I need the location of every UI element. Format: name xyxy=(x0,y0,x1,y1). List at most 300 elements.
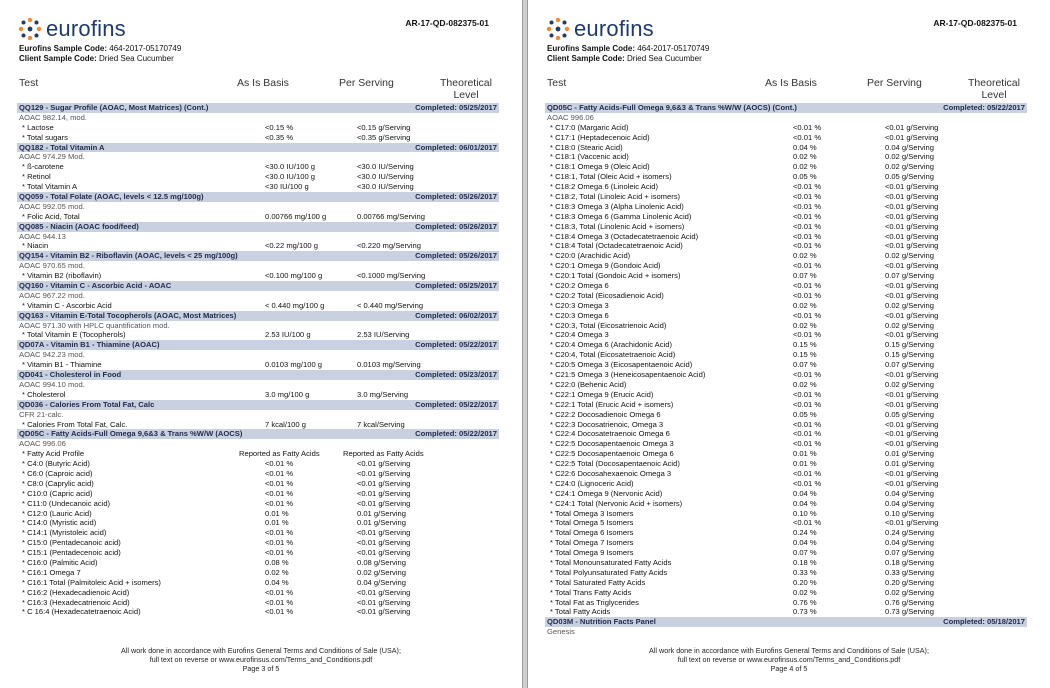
analyte-name: * C18:3 Omega 6 (Gamma Linolenic Acid) xyxy=(550,211,692,221)
result-row xyxy=(17,449,499,459)
analyte-name: * C22:1 Total (Erucic Acid + isomers) xyxy=(550,399,674,409)
per-serving-value: <0.01 g/Serving xyxy=(885,439,939,449)
analyte-name: * C18:4 Omega 3 (Octadecatetraenoic Acid) xyxy=(550,231,699,241)
per-serving-value: <0.01 g/Serving xyxy=(885,281,939,291)
section-header xyxy=(545,103,1027,113)
as-is-value: 0.02 % xyxy=(793,152,817,162)
analyte-name: * Total sugars xyxy=(22,132,68,142)
result-row xyxy=(545,370,1027,380)
section-title: QD05C - Fatty Acids-Full Omega 9,6&3 & Trans %W/W (AOCS) xyxy=(19,429,243,439)
analyte-name: * Vitamin B1 - Thiamine xyxy=(22,360,102,370)
result-row xyxy=(17,479,499,489)
analyte-name: * C20:3, Total (Eicosatrienoic Acid) xyxy=(550,320,667,330)
per-serving-value: 0.20 g/Serving xyxy=(885,577,934,587)
method-label: AOAC 971.30 with HPLC quantification mod. xyxy=(19,320,170,330)
analyte-name: * C20:4 Omega 6 (Arachidonic Acid) xyxy=(550,340,672,350)
per-serving-value: 0.18 g/Serving xyxy=(885,557,934,567)
as-is-value: <0.01 % xyxy=(793,478,822,488)
section-title: QD05C - Fatty Acids-Full Omega 9,6&3 & Trans %W/W (AOCS) (Cont.) xyxy=(547,103,797,112)
footer-url: full text on reverse or www.eurofinsus.com/Terms_and_Conditions.pdf xyxy=(677,655,901,664)
per-serving-value: 0.05 g/Serving xyxy=(885,172,934,182)
per-serving-value: 0.02 g/Serving xyxy=(885,152,934,162)
analyte-name: * Total Vitamin E (Tocopherols) xyxy=(22,330,126,340)
analyte-name: * Total Omega 9 Isomers xyxy=(550,548,634,558)
result-row xyxy=(545,192,1027,202)
header-test: Test xyxy=(547,77,567,89)
section-header xyxy=(545,617,1027,627)
client-code-label: Client Sample Code: xyxy=(19,54,97,63)
as-is-value: 0.15 % xyxy=(793,340,817,350)
as-is-value: <0.01 % xyxy=(793,192,822,202)
result-row xyxy=(545,182,1027,192)
as-is-value: <0.01 % xyxy=(793,399,822,409)
result-row xyxy=(545,420,1027,430)
per-serving-value: 0.04 g/Serving xyxy=(885,498,934,508)
as-is-value: <0.01 % xyxy=(793,419,822,429)
analyte-name: * C16:3 (Hexadecatrienoic Acid) xyxy=(22,597,130,607)
per-serving-value: <0.01 g/Serving xyxy=(357,548,411,558)
as-is-value: 0.24 % xyxy=(793,528,817,538)
analyte-name: * Calories From Total Fat, Calc. xyxy=(22,419,128,429)
analyte-name: * C22:0 (Behenic Acid) xyxy=(550,379,627,389)
result-row xyxy=(545,271,1027,281)
method-label: AOAC 996.06 xyxy=(19,439,66,449)
result-row xyxy=(545,459,1027,469)
analyte-name: * C16:2 (Hexadecadienoic Acid) xyxy=(22,587,130,597)
per-serving-value: 0.02 g/Serving xyxy=(885,300,934,310)
as-is-value: 0.02 % xyxy=(793,300,817,310)
analyte-name: * C4:0 (Butyric Acid) xyxy=(22,459,90,469)
per-serving-value: <0.01 g/Serving xyxy=(357,528,411,538)
header-theoretical-level xyxy=(959,77,1029,101)
result-row xyxy=(17,568,499,578)
as-is-value: 0.05 % xyxy=(793,409,817,419)
per-serving-value: 0.04 g/Serving xyxy=(885,488,934,498)
analyte-name: * C6:0 (Caproic acid) xyxy=(22,468,93,478)
result-row xyxy=(545,251,1027,261)
section-title: QD03M - Nutrition Facts Panel xyxy=(547,617,656,627)
section-title: QD041 - Cholesterol in Food xyxy=(19,370,122,380)
header-as-is-basis: As Is Basis xyxy=(237,77,289,89)
result-row xyxy=(17,133,499,143)
analyte-name: * C16:1 Total (Palmitoleic Acid + isomers) xyxy=(22,577,161,587)
section-header xyxy=(17,370,499,380)
per-serving-value: 0.07 g/Serving xyxy=(885,548,934,558)
section-header xyxy=(17,143,499,153)
result-row xyxy=(17,518,499,528)
as-is-value: 0.04 % xyxy=(793,538,817,548)
as-is-value: 0.08 % xyxy=(265,557,289,567)
as-is-value: <0.01 % xyxy=(793,261,822,271)
per-serving-value: 0.01 g/Serving xyxy=(885,449,934,459)
per-serving-value: <0.01 g/Serving xyxy=(357,459,411,469)
result-row xyxy=(545,340,1027,350)
per-serving-value: 3.0 mg/Serving xyxy=(357,389,409,399)
section-title: QD07A - Vitamin B1 - Thiamine (AOAC) xyxy=(19,340,160,350)
per-serving-value: 0.00766 mg/Serving xyxy=(357,211,425,221)
result-row xyxy=(545,321,1027,331)
per-serving-value: <0.01 g/Serving xyxy=(885,241,939,251)
analyte-name: * C22:3 Docosatrienoic, Omega 3 xyxy=(550,419,664,429)
analyte-name: * C22:5 Total (Docosapentaenoic Acid) xyxy=(550,459,680,469)
completed-date: Completed: 05/23/2017 xyxy=(415,370,497,380)
section-header xyxy=(17,103,499,113)
analyte-name: * Vitamin C - Ascorbic Acid xyxy=(22,300,112,310)
result-row xyxy=(545,390,1027,400)
result-row xyxy=(17,548,499,558)
header-level: Level xyxy=(453,89,479,101)
section-title: QQ085 - Niacin (AOAC food/feed) xyxy=(19,221,139,231)
analyte-name: * C20:4, Total (Eicosatetraenoic Acid) xyxy=(550,350,676,360)
analyte-name: * C18:4 Total (Octadecatetraenoic Acid) xyxy=(550,241,683,251)
eurofins-logo xyxy=(546,16,654,42)
analyte-name: * C17:1 (Heptadecenoic Acid) xyxy=(550,132,650,142)
result-row xyxy=(545,489,1027,499)
header-as-is-basis: As Is Basis xyxy=(765,77,817,89)
as-is-value: 3.0 mg/100 g xyxy=(265,389,310,399)
as-is-value: 0.02 % xyxy=(793,251,817,261)
header-level: Level xyxy=(981,89,1007,101)
eurofins-logo-icon xyxy=(18,17,42,41)
as-is-value: 0.02 % xyxy=(793,320,817,330)
per-serving-value: <0.01 g/Serving xyxy=(357,597,411,607)
per-serving-value: <0.01 g/Serving xyxy=(885,370,939,380)
per-serving-value: 0.07 g/Serving xyxy=(885,360,934,370)
section-header xyxy=(17,340,499,350)
section-header xyxy=(17,429,499,439)
per-serving-value: 2.53 IU/Serving xyxy=(357,330,410,340)
method-row xyxy=(17,321,499,331)
as-is-value: 0.0103 mg/100 g xyxy=(265,360,322,370)
per-serving-value: <30.0 IU/Serving xyxy=(357,182,414,192)
result-row xyxy=(17,182,499,192)
result-row xyxy=(545,162,1027,172)
per-serving-value: <0.01 g/Serving xyxy=(885,211,939,221)
result-row xyxy=(545,538,1027,548)
result-row xyxy=(545,429,1027,439)
analyte-name: * C22:6 Docosahexaenoic Omega 3 xyxy=(550,468,672,478)
result-row xyxy=(545,291,1027,301)
method-row xyxy=(17,152,499,162)
as-is-value: 0.01 % xyxy=(793,449,817,459)
report-id: AR-17-QD-082375-01 xyxy=(405,18,489,28)
per-serving-value: <0.01 g/Serving xyxy=(357,498,411,508)
method-label: AOAC 967.22 mod. xyxy=(19,290,85,300)
column-header xyxy=(19,77,501,104)
analyte-name: * C20:2 Omega 6 xyxy=(550,281,609,291)
per-serving-value: 0.08 g/Serving xyxy=(357,557,406,567)
section-header xyxy=(17,400,499,410)
result-row xyxy=(545,311,1027,321)
result-row xyxy=(17,420,499,430)
section-header xyxy=(17,192,499,202)
per-serving-value: <0.35 g/Serving xyxy=(357,132,411,142)
header-theoretical: Theoretical xyxy=(440,77,492,89)
per-serving-value: <0.01 g/Serving xyxy=(357,488,411,498)
result-row xyxy=(545,350,1027,360)
per-serving-value: <0.01 g/Serving xyxy=(885,132,939,142)
result-row xyxy=(17,241,499,251)
as-is-value: <0.35 % xyxy=(265,132,294,142)
per-serving-value: <0.01 g/Serving xyxy=(885,518,939,528)
method-row xyxy=(17,261,499,271)
per-serving-value: 0.02 g/Serving xyxy=(885,162,934,172)
as-is-value: <0.01 % xyxy=(793,468,822,478)
per-serving-value: <0.01 g/Serving xyxy=(885,192,939,202)
per-serving-value: 0.04 g/Serving xyxy=(357,577,406,587)
as-is-value: <0.01 % xyxy=(793,132,822,142)
per-serving-value: 0.05 g/Serving xyxy=(885,409,934,419)
analyte-name: * C22:1 Omega 9 (Erucic Acid) xyxy=(550,389,654,399)
analyte-name: * C 16:4 (Hexadecatetraenoic Acid) xyxy=(22,607,141,617)
method-row xyxy=(545,113,1027,123)
as-is-value: <0.01 % xyxy=(793,290,822,300)
result-row xyxy=(17,509,499,519)
as-is-value: <0.22 mg/100 g xyxy=(265,241,318,251)
analyte-name: * C20:0 (Arachidic Acid) xyxy=(550,251,631,261)
as-is-value: <0.01 % xyxy=(265,607,294,617)
as-is-value: <0.01 % xyxy=(793,221,822,231)
header-theoretical: Theoretical xyxy=(968,77,1020,89)
analyte-name: * C20:3 Omega 3 xyxy=(550,300,609,310)
result-row xyxy=(545,241,1027,251)
per-serving-value: <0.01 g/Serving xyxy=(885,429,939,439)
completed-date: Completed: 05/22/2017 xyxy=(415,429,497,439)
per-serving-value: <0.01 g/Serving xyxy=(885,389,939,399)
as-is-value: 0.04 % xyxy=(265,577,289,587)
analyte-name: * C20:3 Omega 6 xyxy=(550,310,609,320)
client-code-label: Client Sample Code: xyxy=(547,54,625,63)
as-is-value: 0.04 % xyxy=(793,498,817,508)
per-serving-value: 0.15 g/Serving xyxy=(885,340,934,350)
result-row xyxy=(17,390,499,400)
result-row xyxy=(545,380,1027,390)
result-row xyxy=(545,548,1027,558)
as-is-value: <0.01 % xyxy=(265,538,294,548)
analyte-name: * Total Fatty Acids xyxy=(550,607,611,617)
method-row xyxy=(17,291,499,301)
method-row xyxy=(17,350,499,360)
as-is-value: <0.01 % xyxy=(265,548,294,558)
per-serving-value: <0.01 g/Serving xyxy=(885,261,939,271)
section-header xyxy=(17,251,499,261)
per-serving-value: 0.04 g/Serving xyxy=(885,538,934,548)
column-header xyxy=(547,77,1029,104)
per-serving-value: <0.01 g/Serving xyxy=(885,468,939,478)
as-is-value: Reported as Fatty Acids xyxy=(239,449,320,459)
as-is-value: 0.15 % xyxy=(793,350,817,360)
result-row xyxy=(17,212,499,222)
per-serving-value: <0.220 mg/Serving xyxy=(357,241,421,251)
method-label: AOAC 974.29 Mod. xyxy=(19,152,85,162)
result-row xyxy=(545,598,1027,608)
as-is-value: 0.02 % xyxy=(793,162,817,172)
as-is-value: <0.01 % xyxy=(793,429,822,439)
analyte-name: * Total Polyunsaturated Fatty Acids xyxy=(550,567,668,577)
result-row xyxy=(545,330,1027,340)
per-serving-value: <0.01 g/Serving xyxy=(885,201,939,211)
per-serving-value: 0.76 g/Serving xyxy=(885,597,934,607)
completed-date: Completed: 05/25/2017 xyxy=(415,281,497,291)
method-label: AOAC 944.13 xyxy=(19,231,66,241)
completed-date: Completed: 06/01/2017 xyxy=(415,142,497,152)
result-row xyxy=(545,518,1027,528)
per-serving-value: 0.01 g/Serving xyxy=(357,508,406,518)
analyte-name: * C18:0 (Stearic Acid) xyxy=(550,142,623,152)
results-table xyxy=(17,103,499,617)
method-label: AOAC 970.65 mod. xyxy=(19,261,85,271)
analyte-name: * C22:2 Docosadienoic Omega 6 xyxy=(550,409,661,419)
page-number: Page 3 of 5 xyxy=(242,664,280,673)
per-serving-value: 0.0103 mg/Serving xyxy=(357,360,421,370)
header-test: Test xyxy=(19,77,39,89)
per-serving-value: 0.02 g/Serving xyxy=(885,587,934,597)
method-row xyxy=(17,232,499,242)
result-row xyxy=(17,162,499,172)
analyte-name: * C10:0 (Capric acid) xyxy=(22,488,93,498)
per-serving-value: <0.01 g/Serving xyxy=(885,231,939,241)
analyte-name: * Vitamin B2 (riboflavin) xyxy=(22,271,102,281)
result-row xyxy=(545,607,1027,617)
result-row xyxy=(545,509,1027,519)
analyte-name: * C18:1 Omega 9 (Oleic Acid) xyxy=(550,162,650,172)
footer xyxy=(528,646,1050,673)
per-serving-value: 0.01 g/Serving xyxy=(885,459,934,469)
footer-url: full text on reverse or www.eurofinsus.com/Terms_and_Conditions.pdf xyxy=(149,655,373,664)
result-row xyxy=(545,410,1027,420)
as-is-value: 0.76 % xyxy=(793,597,817,607)
analyte-name: * C24:1 Total (Nervonic Acid + isomers) xyxy=(550,498,683,508)
analyte-name: * C14:0 (Myristic acid) xyxy=(22,518,97,528)
as-is-value: <0.01 % xyxy=(265,488,294,498)
completed-date: Completed: 05/25/2017 xyxy=(415,103,497,112)
result-row xyxy=(545,133,1027,143)
as-is-value: <0.01 % xyxy=(265,468,294,478)
as-is-value: <0.01 % xyxy=(793,122,822,132)
eurofins-logo-icon xyxy=(546,17,570,41)
sample-code: 464-2017-05170749 xyxy=(109,44,182,53)
as-is-value: 0.10 % xyxy=(793,508,817,518)
as-is-value: 0.01 % xyxy=(793,459,817,469)
per-serving-value: <0.01 g/Serving xyxy=(357,587,411,597)
per-serving-value: 0.33 g/Serving xyxy=(885,567,934,577)
as-is-value: 0.33 % xyxy=(793,567,817,577)
completed-date: Completed: 05/26/2017 xyxy=(415,221,497,231)
result-row xyxy=(17,607,499,617)
method-label: AOAC 942.23 mod. xyxy=(19,350,85,360)
as-is-value: 0.07 % xyxy=(793,360,817,370)
as-is-value: <0.01 % xyxy=(265,587,294,597)
result-row xyxy=(17,459,499,469)
as-is-value: <0.01 % xyxy=(793,389,822,399)
method-row xyxy=(545,627,1027,637)
analyte-name: * Lactose xyxy=(22,122,54,132)
eurofins-logo xyxy=(18,16,126,42)
per-serving-value: <0.01 g/Serving xyxy=(885,221,939,231)
method-label: AOAC 996.06 xyxy=(547,112,594,122)
footer-terms: All work done in accordance with Eurofins General Terms and Conditions of Sale (USA); xyxy=(121,646,401,655)
result-row xyxy=(545,588,1027,598)
analyte-name: * C22:5 Docosapentaenoic Omega 6 xyxy=(550,449,674,459)
analyte-name: * Folic Acid, Total xyxy=(22,211,80,221)
analyte-name: * C14:1 (Myristoleic acid) xyxy=(22,528,107,538)
analyte-name: * Total Omega 5 Isomers xyxy=(550,518,634,528)
result-row xyxy=(545,439,1027,449)
report-id: AR-17-QD-082375-01 xyxy=(933,18,1017,28)
per-serving-value: 0.02 g/Serving xyxy=(885,320,934,330)
result-row xyxy=(17,558,499,568)
analyte-name: * C20:4 Omega 3 xyxy=(550,330,609,340)
client-code: Dried Sea Cucumber xyxy=(99,54,174,63)
analyte-name: * C22:5 Docosapentaenoic Omega 3 xyxy=(550,439,674,449)
as-is-value: 0.02 % xyxy=(793,587,817,597)
method-label: AOAC 982.14, mod. xyxy=(19,112,87,122)
analyte-name: * C20:1 Omega 9 (Gondoic Acid) xyxy=(550,261,661,271)
analyte-name: * C24:0 (Lignoceric Acid) xyxy=(550,478,634,488)
result-row xyxy=(545,528,1027,538)
per-serving-value: <0.1000 mg/Serving xyxy=(357,271,426,281)
analyte-name: * C20:2 Total (Eicosadienoic Acid) xyxy=(550,290,664,300)
analyte-name: * C18:2 Omega 6 (Linoleic Acid) xyxy=(550,182,659,192)
result-row xyxy=(17,469,499,479)
report-page-4 xyxy=(527,0,1050,688)
completed-date: Completed: 05/18/2017 xyxy=(943,617,1025,627)
method-label: AOAC 994.10 mod. xyxy=(19,379,85,389)
per-serving-value: <0.01 g/Serving xyxy=(357,538,411,548)
as-is-value: 0.01 % xyxy=(265,518,289,528)
analyte-name: * C8:0 (Caprylic acid) xyxy=(22,478,94,488)
section-header xyxy=(17,311,499,321)
as-is-value: <0.01 % xyxy=(793,439,822,449)
completed-date: Completed: 06/02/2017 xyxy=(415,310,497,320)
as-is-value: <0.01 % xyxy=(793,370,822,380)
header-per-serving: Per Serving xyxy=(867,77,922,89)
results-table xyxy=(545,103,1027,637)
sample-codes xyxy=(547,44,709,64)
analyte-name: * C18:1 (Vaccenic acid) xyxy=(550,152,629,162)
completed-date: Completed: 05/22/2017 xyxy=(415,340,497,350)
section-title: QQ154 - Vitamin B2 - Riboflavin (AOAC, levels < 25 mg/100g) xyxy=(19,251,238,261)
as-is-value: <30 IU/100 g xyxy=(265,182,309,192)
section-title: QQ163 - Vitamin E-Total Tocopherols (AOAC, Most Matrices) xyxy=(19,310,237,320)
per-serving-value: <30.0 IU/Serving xyxy=(357,162,414,172)
as-is-value: 0.02 % xyxy=(793,379,817,389)
per-serving-value: <0.01 g/Serving xyxy=(885,290,939,300)
analyte-name: * C22:4 Docosatetraenoic Omega 6 xyxy=(550,429,670,439)
result-row xyxy=(17,360,499,370)
result-row xyxy=(17,588,499,598)
section-title: QQ160 - Vitamin C - Ascorbic Acid - AOAC xyxy=(19,281,172,291)
per-serving-value: <0.01 g/Serving xyxy=(885,478,939,488)
per-serving-value: <0.15 g/Serving xyxy=(357,122,411,132)
page-number: Page 4 of 5 xyxy=(770,664,808,673)
sample-code-label: Eurofins Sample Code: xyxy=(19,44,108,53)
result-row xyxy=(545,143,1027,153)
analyte-name: * Retinol xyxy=(22,172,51,182)
result-row xyxy=(545,449,1027,459)
result-row xyxy=(17,271,499,281)
report-page-3 xyxy=(0,0,523,688)
analyte-name: * C15:0 (Pentadecanoic acid) xyxy=(22,538,121,548)
per-serving-value: <30.0 IU/Serving xyxy=(357,172,414,182)
analyte-name: * C11:0 (Undecanoic acid) xyxy=(22,498,111,508)
as-is-value: <30.0 IU/100 g xyxy=(265,172,316,182)
as-is-value: <0.01 % xyxy=(793,518,822,528)
per-serving-value: Reported as Fatty Acids xyxy=(343,449,424,459)
sample-code-label: Eurofins Sample Code: xyxy=(547,44,636,53)
result-row xyxy=(545,172,1027,182)
as-is-value: 0.18 % xyxy=(793,557,817,567)
